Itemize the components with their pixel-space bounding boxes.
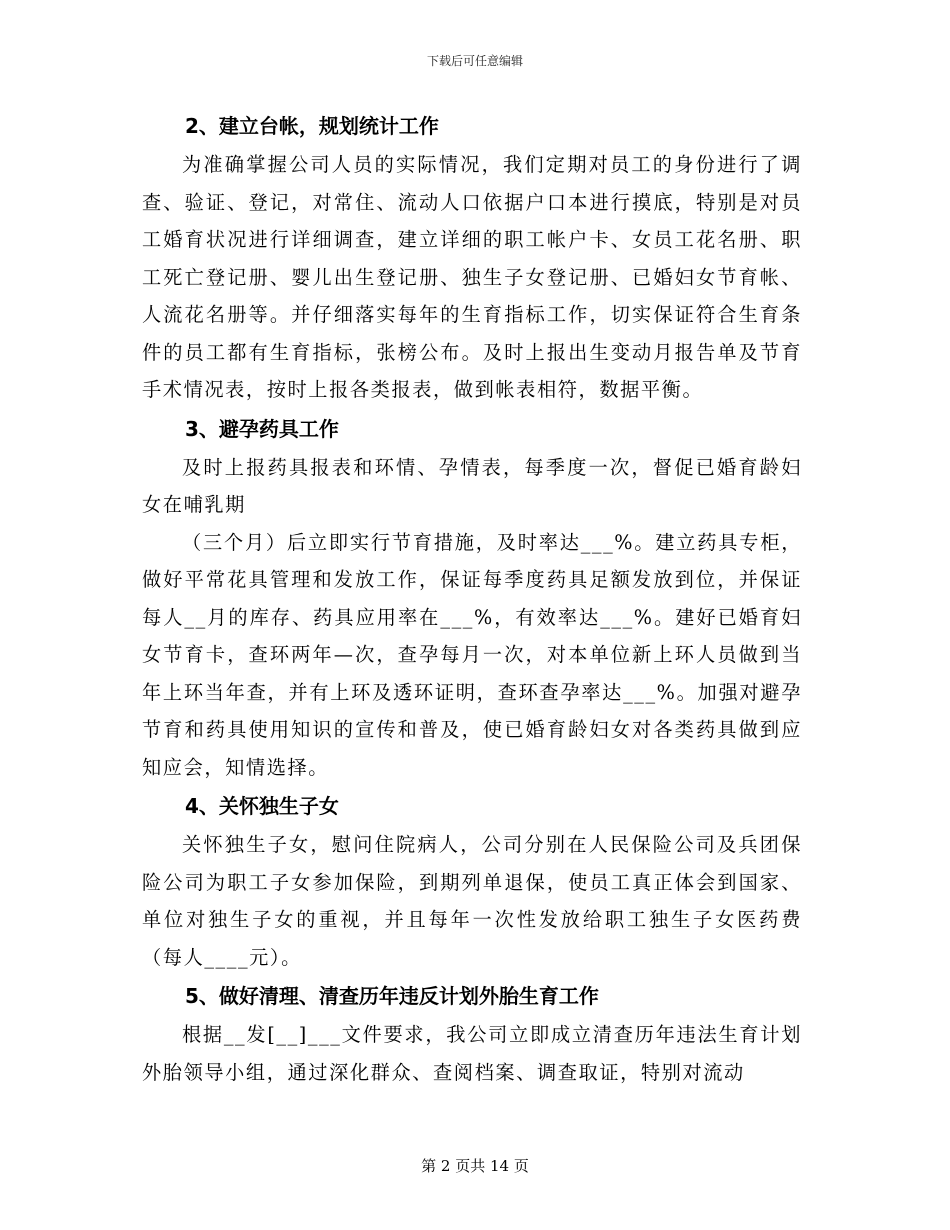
- section-only-child: [142, 786, 802, 976]
- document-body: [142, 106, 802, 1091]
- page-footer: 第 2 页共 14 页: [421, 1157, 529, 1175]
- paragraph: 及时上报药具报表和环情、孕情表，每季度一次，督促已婚育龄妇女在哺乳期: [142, 455, 802, 516]
- paragraph: 关怀独生子女，慰问住院病人，公司分别在人民保险公司及兵团保险公司为职工子女参加保险，到期列单退保，使员工真正体会到国家、单位对独生子女的重视，并且每年一次性发放给职工独生子女医药费（每人____元）。: [142, 833, 802, 969]
- paragraph: 根据__发[__]___文件要求，我公司立即成立清查历年违法生育计划外胎领导小组，通过深化群众、查阅档案、调查取证，特别对流动: [142, 1023, 802, 1084]
- paragraph: （三个月）后立即实行节育措施，及时率达___%。建立药具专柜，做好平常花具管理和发放工作，保证每季度药具足额发放到位，并保证每人__月的库存、药具应用率在___%，有效率达___%。建好已婚育妇女节育卡，查环两年—次，查孕每月一次，对本单位新上环人员做到当年上环当年查，并有上环及透环证明，查环查孕率达___%。加强对避孕节育和药具使用知识的宣传和普及，使已婚育龄妇女对各类药具做到应知应会，知情选择。: [142, 530, 802, 779]
- page-header: 下载后可任意编辑: [426, 54, 523, 68]
- paragraph: 为准确掌握公司人员的实际情况，我们定期对员工的身份进行了调查、验证、登记，对常住、流动人口依据户口本进行摸底，特别是对员工婚育状况进行详细调查，建立详细的职工帐户卡、女员工花名册、职工死亡登记册、婴儿出生登记册、独生子女登记册、已婚妇女节育帐、人流花名册等。并仔细落实每年的生育指标工作，切实保证符合生育条件的员工都有生育指标，张榜公布。及时上报出生变动月报告单及节育手术情况表，按时上报各类报表，做到帐表相符，数据平衡。: [142, 153, 802, 401]
- section-contraceptives: [142, 409, 802, 787]
- section-heading: 4、关怀独生子女: [185, 794, 339, 818]
- section-heading: 2、建立台帐，规划统计工作: [185, 114, 439, 138]
- section-heading: 5、做好清理、清查历年违反计划外胎生育工作: [185, 984, 599, 1008]
- section-ledger: [142, 106, 802, 409]
- section-heading: 3、避孕药具工作: [185, 416, 339, 441]
- section-cleanup: [142, 976, 802, 1091]
